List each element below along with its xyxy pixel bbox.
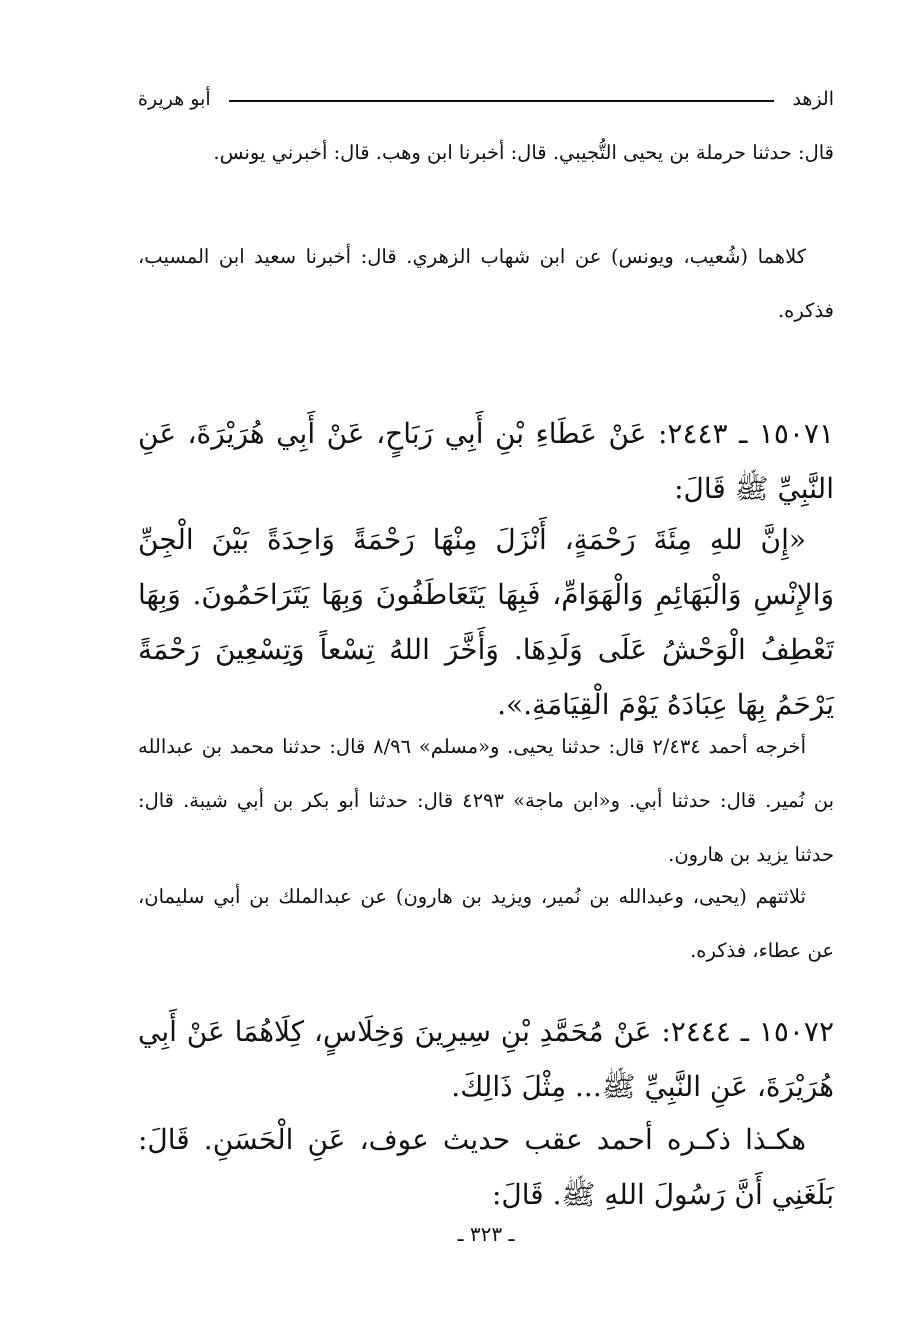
hadith-15071-matn: «إِنَّ للهِ مِئَةَ رَحْمَةٍ، أَنْزَلَ مِنْهَا رَحْمَةً وَاحِدَةً بَيْنَ الْجِنِّ وَالإِنْسِ وَالْبَهَائِمِ وَالْهَوَامِّ، فَبِهَا يَتَعَاطَفُونَ وَبِهَا يَتَرَاحَمُونَ. وَبِهَا تَعْطِفُ الْوَحْشُ عَلَى وَلَدِهَا. وَأَخَّرَ اللهُ تِسْعاً وَتِسْعِينَ رَحْمَةً يَرْحَمُ بِهَا عِبَادَهُ يَوْمَ الْقِيَامَةِ.». bbox=[138, 523, 834, 721]
header-rule bbox=[229, 100, 775, 102]
chapter-title: الزهد bbox=[792, 88, 834, 110]
takhrij-paragraph-1: أخرجه أحمد ٢/٤٣٤ قال: حدثنا يحيى. و«مسلم» ٨/٩٦ قال: حدثنا محمد بن عبدالله بن نُمير. قال: حدثنا أبي. و«ابن ماجة» ٤٢٩٣ قال: حدثنا أبو بكر بن أبي شيبة. قال: حدثنا يزيد بن هارون. bbox=[138, 735, 835, 866]
page-number: ـ ٣٢٣ ـ bbox=[457, 1222, 515, 1246]
book-page bbox=[138, 0, 834, 1344]
narrator-title: أبو هريرة bbox=[138, 88, 211, 110]
takhrij-paragraph-2: ثلاثتهم (يحيى، وعبدالله بن نُمير، ويزيد بن هارون) عن عبدالملك بن أبي سليمان، عن عطاء، فذكره. bbox=[138, 885, 834, 962]
hadith-15072-note: هكـذا ذكـره أحمد عقب حديث عوف، عَنِ الْحَسَنِ. قَالَ: بَلَغَنِي أَنَّ رَسُولَ اللهِ ﷺ. قَالَ: bbox=[138, 1123, 834, 1211]
running-header bbox=[138, 84, 834, 114]
hadith-15072-heading: ١٥٠٧٢ ـ ٢٤٤٤: عَنْ مُحَمَّدِ بْنِ سِيرِينَ وَخِلَاسٍ، كِلَاهُمَا عَنْ أَبِي هُرَيْرَةَ، عَنِ النَّبِيِّ ﷺ... مِثْلَ ذَالِكَ. bbox=[138, 1015, 834, 1103]
isnad-paragraph-1: قال: حدثنا حرملة بن يحيى التُّجيبي. قال: أخبرنا ابن وهب. قال: أخبرني يونس. bbox=[213, 141, 834, 164]
hadith-15071-heading: ١٥٠٧١ ـ ٢٤٤٣: عَنْ عَطَاءِ بْنِ أَبِي رَبَاحٍ، عَنْ أَبِي هُرَيْرَةَ، عَنِ النَّبِيِّ ﷺ قَالَ: bbox=[138, 417, 834, 505]
isnad-paragraph-2: كلاهما (شُعيب، ويونس) عن ابن شهاب الزهري. قال: أخبرنا سعيد ابن المسيب، فذكره. bbox=[138, 245, 834, 322]
